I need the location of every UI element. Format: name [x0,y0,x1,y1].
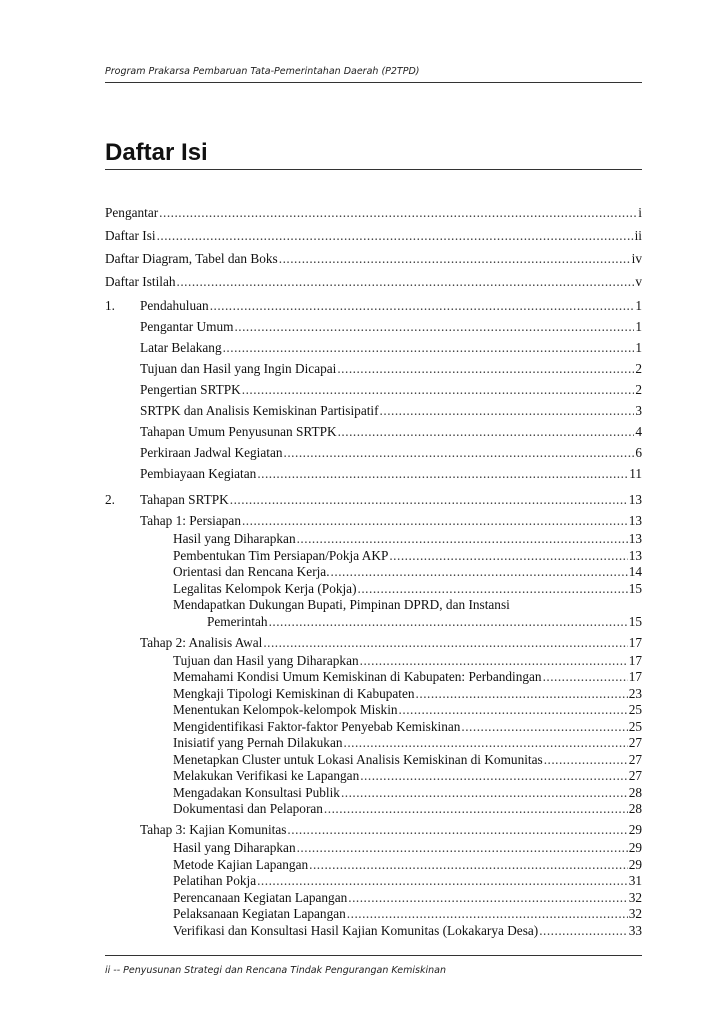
toc-entry[interactable] [140,360,642,378]
toc-entry-page: 29 [628,822,642,837]
toc-dot-leader [341,784,628,802]
toc-entry-page: 33 [628,922,642,938]
toc-dot-leader [242,381,635,399]
toc-entry-page: 1 [635,340,642,355]
toc-entry-page: 27 [628,768,642,783]
toc-entry[interactable] [140,465,642,483]
toc-entry[interactable] [173,734,642,752]
toc-entry-label: Hasil yang Diharapkan [173,531,296,546]
toc-entry[interactable] [105,273,642,291]
toc-entry-page: 15 [628,580,642,596]
toc-dot-leader [544,751,628,769]
toc-entry[interactable] [140,381,642,399]
toc-dot-leader [242,512,628,530]
toc-entry-label: Mengadakan Konsultasi Publik [173,784,340,800]
toc-dot-leader [257,872,628,890]
toc-dot-leader [284,444,635,462]
toc-entry-label: Pelaksanaan Kegiatan Lapangan [173,906,346,921]
toc-entry-label: Orientasi dan Rencana Kerja. [173,564,330,579]
toc-entry[interactable] [173,905,642,923]
toc-dot-leader [263,634,627,652]
toc-entry-page: 15 [628,613,642,629]
toc-dot-leader [257,465,628,483]
toc-dot-leader [159,204,637,222]
toc-dot-leader [461,718,627,736]
toc-entry-page: 14 [628,564,642,579]
toc-entry-page: 29 [628,840,642,855]
toc-entry[interactable] [173,800,642,818]
toc-entry[interactable] [173,856,642,874]
toc-dot-leader [157,227,634,245]
toc-entry-label: Daftar Istilah [105,274,176,289]
toc-entry-page: 27 [628,751,642,767]
toc-entry[interactable] [140,512,642,530]
toc-entry-label: Inisiatif yang Pernah Dilakukan [173,735,343,750]
toc-entry-label: Tahap 3: Kajian Komunitas [140,822,287,837]
toc-entry[interactable] [173,767,642,785]
toc-dot-leader [269,613,628,631]
toc-entry[interactable] [173,530,642,548]
toc-entry-label: Tujuan dan Hasil yang Diharapkan [173,652,359,668]
toc-entry-page: ii [634,228,642,243]
toc-dot-leader [297,839,628,857]
toc-entry[interactable] [173,563,642,581]
toc-entry-number: 1. [105,298,115,313]
toc-entry-label: Pendahuluan [140,298,209,313]
toc-dot-leader [223,339,635,357]
toc-dot-leader [338,423,635,441]
toc-entry-label: Menetapkan Cluster untuk Lokasi Analisis Kemiskinan di Komunitas [173,751,543,767]
toc-dot-leader [344,734,628,752]
toc-entry-label: Pengantar [105,205,159,220]
toc-dot-leader [399,701,628,719]
toc-entry-page: 13 [628,547,642,563]
toc-entry[interactable] [173,889,642,907]
toc-dot-leader [358,580,628,598]
toc-entry[interactable] [173,668,642,686]
toc-entry-label: Melakukan Verifikasi ke Lapangan [173,768,360,783]
toc-entry-label: Metode Kajian Lapangan [173,856,309,872]
toc-entry-page: 4 [635,424,642,439]
toc-entry[interactable] [173,701,642,719]
toc-entry[interactable] [105,491,642,509]
toc-entry-label: Pengertian SRTPK [140,382,241,397]
toc-entry[interactable] [140,339,642,357]
toc-entry-page: iv [631,251,642,266]
footer-rule [105,955,642,956]
toc-entry-label: Mendapatkan Dukungan Bupati, Pimpinan DPRD, dan Instansi [173,597,510,612]
toc-entry-label: Tahapan Umum Penyusunan SRTPK [140,424,337,439]
toc-entry[interactable] [105,250,642,268]
toc-entry-page: 32 [628,889,642,905]
toc-entry[interactable] [105,204,642,222]
toc-entry-label: Pengantar Umum [140,319,234,334]
toc-entry[interactable] [105,297,642,315]
toc-entry-page: 28 [628,784,642,800]
toc-entry[interactable] [173,839,642,857]
toc-dot-leader [210,297,635,315]
toc-dot-leader [539,922,628,940]
toc-entry-page: 13 [628,531,642,546]
toc-entry-page: 25 [628,702,642,717]
toc-entry-page: i [638,205,642,220]
toc-entry-label: Pembentukan Tim Persiapan/Pokja AKP [173,547,389,563]
toc-entry-page: 1 [635,319,642,334]
toc-dot-leader [230,491,628,509]
toc-entry-page: 17 [628,634,642,650]
toc-entry[interactable] [140,444,642,462]
toc-entry-label: Latar Belakang [140,340,222,355]
toc-entry[interactable] [140,423,642,441]
toc-entry[interactable] [173,784,642,802]
toc-entry-label: Pemerintah [207,613,268,629]
toc-entry[interactable] [173,596,642,614]
toc-entry[interactable] [173,872,642,890]
toc-entry-page: 32 [628,906,642,921]
toc-entry-number: 2. [105,492,115,507]
toc-entry-page: 6 [635,445,642,460]
toc-entry[interactable] [173,685,642,703]
toc-dot-leader [337,360,634,378]
toc-entry-page: 13 [628,492,642,507]
toc-entry[interactable] [173,922,642,940]
toc-entry-page: 17 [628,669,642,684]
toc-entry[interactable] [173,580,642,598]
toc-entry-label: Verifikasi dan Konsultasi Hasil Kajian Komunitas (Lokakarya Desa) [173,922,539,938]
toc-entry-label: Perkiraan Jadwal Kegiatan [140,445,283,460]
toc-entry-label: Pembiayaan Kegiatan [140,466,257,481]
toc-entry[interactable] [140,318,642,336]
toc-dot-leader [309,856,628,874]
toc-entry-label: Mengidentifikasi Faktor-faktor Penyebab Kemiskinan [173,718,461,734]
toc-entry-page: 2 [635,382,642,397]
toc-dot-leader [177,273,635,291]
toc-entry-page: 17 [628,652,642,668]
toc-entry-page: 28 [628,801,642,816]
toc-entry-page: 23 [628,685,642,701]
toc-entry-page: v [635,274,642,289]
toc-entry-label: Dokumentasi dan Pelaporan [173,801,323,816]
toc-dot-leader [279,250,631,268]
toc-entry-page: 29 [628,856,642,872]
toc-dot-leader [360,652,628,670]
toc-dot-leader [380,402,635,420]
toc-dot-leader [389,547,627,565]
toc-entry-label: Perencanaan Kegiatan Lapangan [173,889,348,905]
toc-entry-page: 27 [628,735,642,750]
running-footer: ii -- Penyusunan Strategi dan Rencana Tindak Pengurangan Kemiskinan [105,965,446,976]
toc-entry[interactable] [173,652,642,670]
toc-entry-label: Memahami Kondisi Umum Kemiskinan di Kabupaten: Perbandingan [173,669,542,684]
toc-dot-leader [287,821,627,839]
toc-entry-page: 11 [629,466,642,481]
toc-entry-label: Hasil yang Diharapkan [173,840,296,855]
toc-dot-leader [416,685,628,703]
toc-entry-label: Tahapan SRTPK [140,492,229,507]
toc-dot-leader [324,800,628,818]
running-header: Program Prakarsa Pembaruan Tata-Pemerintahan Daerah (P2TPD) [105,66,420,77]
toc-entry-label: Daftar Isi [105,228,156,243]
toc-dot-leader [297,530,628,548]
toc-entry-label: Tahap 2: Analisis Awal [140,634,263,650]
toc-dot-leader [348,889,627,907]
toc-entry-label: Mengkaji Tipologi Kemiskinan di Kabupaten [173,685,415,701]
toc-entry-label: Tahap 1: Persiapan [140,513,241,528]
toc-entry-page: 25 [628,718,642,734]
toc-entry-page: 2 [635,361,642,376]
page-title: Daftar Isi [105,139,208,166]
toc-entry-page: 31 [628,873,642,888]
toc-entry-label: SRTPK dan Analisis Kemiskinan Partisipatif [140,403,379,418]
toc-entry-label: Legalitas Kelompok Kerja (Pokja) [173,580,357,596]
toc-dot-leader [331,563,628,581]
toc-entry-label: Tujuan dan Hasil yang Ingin Dicapai [140,361,337,376]
toc-dot-leader [543,668,628,686]
toc-entry[interactable] [140,821,642,839]
toc-entry-label: Daftar Diagram, Tabel dan Boks [105,251,278,266]
toc-entry-page: 13 [628,513,642,528]
toc-entry[interactable] [105,227,642,245]
toc-entry-label: Menentukan Kelompok-kelompok Miskin [173,702,398,717]
toc-entry-label: Pelatihan Pokja [173,873,257,888]
toc-entry-page: 3 [635,403,642,418]
toc-entry[interactable] [140,402,642,420]
toc-entry-page: 1 [635,298,642,313]
toc-entry[interactable] [173,718,642,736]
toc-dot-leader [347,905,628,923]
toc-dot-leader [360,767,627,785]
toc-entry[interactable] [140,634,642,652]
toc-entry[interactable] [207,613,642,631]
toc-entry[interactable] [173,547,642,565]
toc-entry[interactable] [173,751,642,769]
toc-dot-leader [234,318,634,336]
